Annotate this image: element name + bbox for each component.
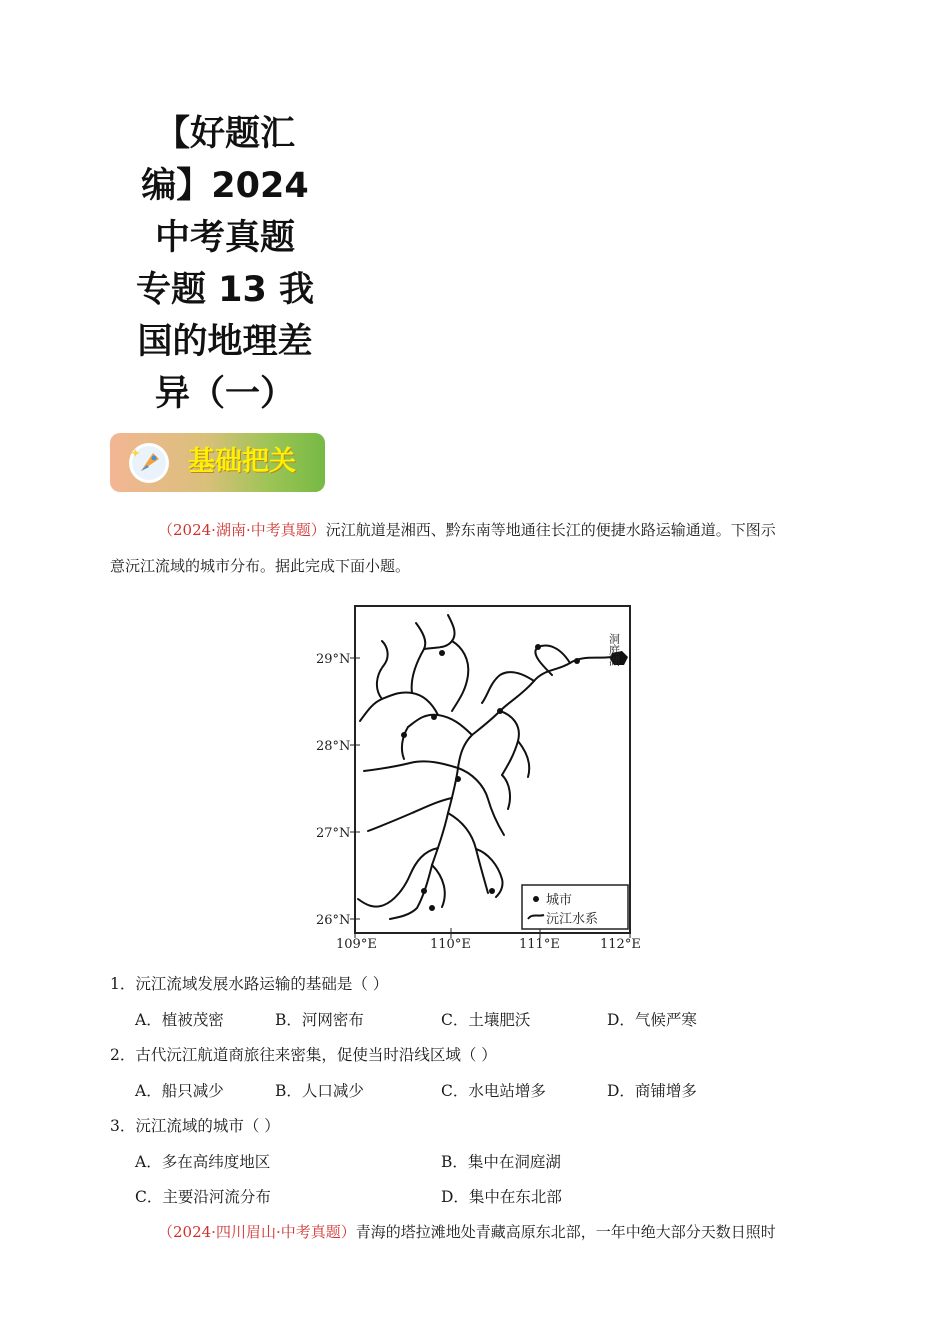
section-banner (110, 433, 325, 492)
lon-label: 111°E (519, 937, 560, 952)
legend-river-label: 沅江水系 (546, 912, 599, 927)
section-banner-label: 基础把关 (188, 446, 296, 477)
question-3-option-a[interactable]: A．多在高纬度地区 (135, 1153, 271, 1171)
lat-label: 27°N (316, 826, 351, 841)
lat-label: 26°N (316, 913, 351, 928)
lat-label: 29°N (316, 652, 351, 667)
yuanjiang-basin-map (312, 603, 642, 953)
title-line: 国的地理差 (137, 322, 313, 362)
intro-text: 沅江航道是湘西、黔东南等地通往长江的便捷水路运输通道。下图示 (325, 521, 776, 539)
document-title (120, 108, 330, 420)
question-2-option-c[interactable]: C．水电站增多 (441, 1082, 546, 1100)
map-legend (522, 885, 628, 929)
lat-label: 28°N (316, 739, 351, 754)
title-line: 编】2024 (141, 166, 309, 206)
question-1-option-a[interactable]: A．植被茂密 (135, 1011, 224, 1029)
question-3-stem: 3．沅江流域的城市（ ） (110, 1117, 280, 1135)
map-frame (355, 606, 630, 933)
question-1-option-b[interactable]: B．河网密布 (275, 1011, 364, 1029)
pen-nib-icon (127, 441, 171, 485)
question-2-option-d[interactable]: D．商铺增多 (607, 1082, 697, 1100)
title-line: 【好题汇 (154, 114, 295, 154)
intro-text: 意沅江流域的城市分布。据此完成下面小题。 (110, 557, 411, 575)
title-line: 专题 13 我 (135, 270, 315, 310)
source-tag: （2024·湖南·中考真题） (158, 521, 326, 539)
question-2-stem: 2．古代沅江航道商旅往来密集，促使当时沿线区域（ ） (110, 1046, 497, 1064)
lake-label: 洞庭湖 (607, 633, 621, 666)
source-tag: （2024·四川眉山·中考真题） (158, 1223, 356, 1241)
question-3-option-d[interactable]: D．集中在东北部 (441, 1188, 562, 1206)
city-dots (401, 644, 580, 911)
lon-label: 112°E (600, 937, 641, 952)
question-2-option-b[interactable]: B．人口减少 (275, 1082, 364, 1100)
question-3-option-b[interactable]: B．集中在洞庭湖 (441, 1153, 561, 1171)
intro-text: 青海的塔拉滩地处青藏高原东北部，一年中绝大部分天数日照时 (355, 1223, 776, 1241)
question-3-option-c[interactable]: C．主要沿河流分布 (135, 1188, 271, 1206)
question-1-option-d[interactable]: D．气候严寒 (607, 1011, 697, 1029)
question-1-option-c[interactable]: C．土壤肥沃 (441, 1011, 531, 1029)
question-1-stem: 1．沅江流域发展水路运输的基础是（ ） (110, 975, 389, 993)
legend-city-label: 城市 (546, 893, 573, 908)
title-line: 异（一） (154, 374, 295, 414)
title-line: 中考真题 (154, 218, 295, 258)
intro-paragraph-2 (110, 1214, 840, 1250)
question-2-option-a[interactable]: A．船只减少 (135, 1082, 224, 1100)
lon-label: 109°E (336, 937, 377, 952)
lon-label: 110°E (430, 937, 471, 952)
intro-paragraph-1 (110, 512, 840, 584)
river-system (358, 615, 612, 919)
